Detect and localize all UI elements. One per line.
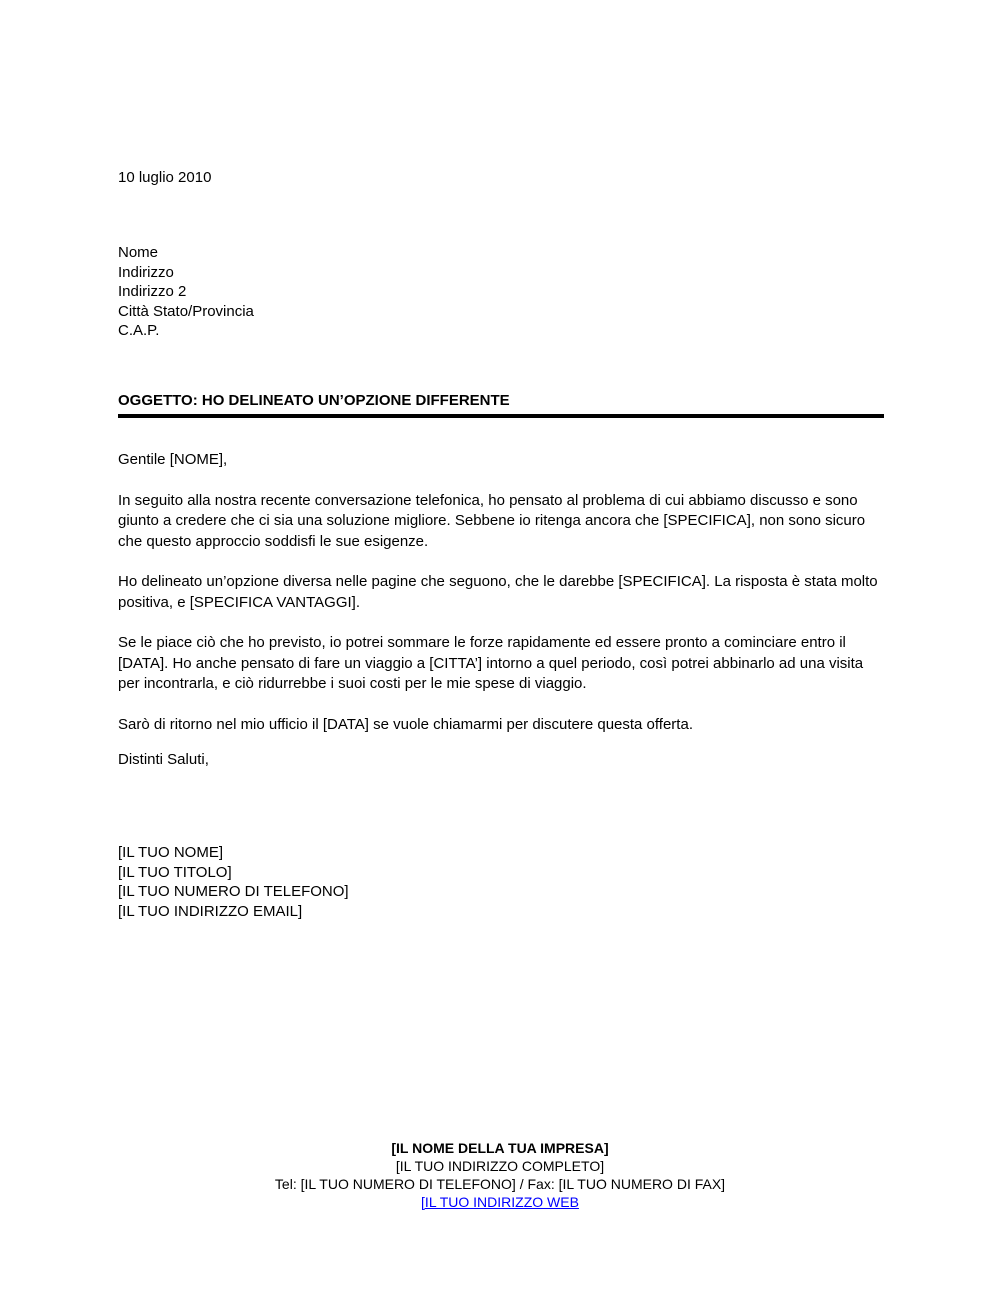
recipient-line-address: Indirizzo (118, 263, 174, 281)
body-paragraph-1: In seguito alla nostra recente conversazione telefonica, ho pensato al problema di cui abbiamo discusso e sono giunto a credere che ci sia una soluzione migliore. Sebbene io ritenga ancora che [SPECIFICA], non sono sicuro che questo approccio soddisfi le sue esigenze. (118, 491, 866, 550)
footer-address: [IL TUO INDIRIZZO COMPLETO] (395, 1158, 605, 1174)
footer-website-link[interactable]: [IL TUO INDIRIZZO WEB (421, 1194, 579, 1210)
subject-line: OGGETTO: HO DELINEATO UN’OPZIONE DIFFERENTE (118, 392, 510, 409)
signature-line-title: [IL TUO TITOLO] (118, 863, 232, 881)
body-paragraph-2: Ho delineato un’opzione diversa nelle pagine che seguono, che le darebbe [SPECIFICA]. La risposta è stata molto positiva, e [SPECIFICA VANTAGGI]. (118, 573, 878, 611)
horizontal-rule (118, 414, 884, 418)
recipient-address-block (118, 243, 254, 341)
footer-contact: Tel: [IL TUO NUMERO DI TELEFONO] / Fax: [IL TUO NUMERO DI FAX] (274, 1176, 726, 1192)
letter-body (118, 450, 884, 735)
recipient-line-name: Nome (118, 244, 159, 261)
signature-line-email: [IL TUO INDIRIZZO EMAIL] (118, 902, 303, 920)
signature-line-phone: [IL TUO NUMERO DI TELEFONO] (118, 883, 349, 900)
body-paragraph-3: Se le piace ciò che ho previsto, io potrei sommare le forze rapidamente ed essere pronto a cominciare entro il [DATA]. Ho anche pensato di fare un viaggio a [CITTA’] intorno a quel periodo, così potrei abbinarlo ad una visita per incontrarla, e ciò ridurrebbe i suoi costi per le mie spese di viaggio. (118, 634, 864, 692)
closing-line: Distinti Saluti, (118, 751, 209, 768)
page-footer (0, 1139, 1000, 1211)
footer-company-name: [IL NOME DELLA TUA IMPRESA] (391, 1140, 609, 1156)
salutation: Gentile [NOME], (118, 451, 228, 468)
signature-block (118, 843, 349, 921)
recipient-line-postal-code: C.A.P. (118, 322, 160, 339)
body-paragraph-4: Sarò di ritorno nel mio ufficio il [DATA] se vuole chiamarmi per discutere questa offerta. (118, 715, 693, 733)
recipient-line-address-2: Indirizzo 2 (118, 283, 187, 300)
recipient-line-city-state: Città Stato/Provincia (118, 302, 254, 320)
letter-date: 10 luglio 2010 (118, 169, 212, 186)
signature-line-name: [IL TUO NOME] (118, 844, 224, 861)
